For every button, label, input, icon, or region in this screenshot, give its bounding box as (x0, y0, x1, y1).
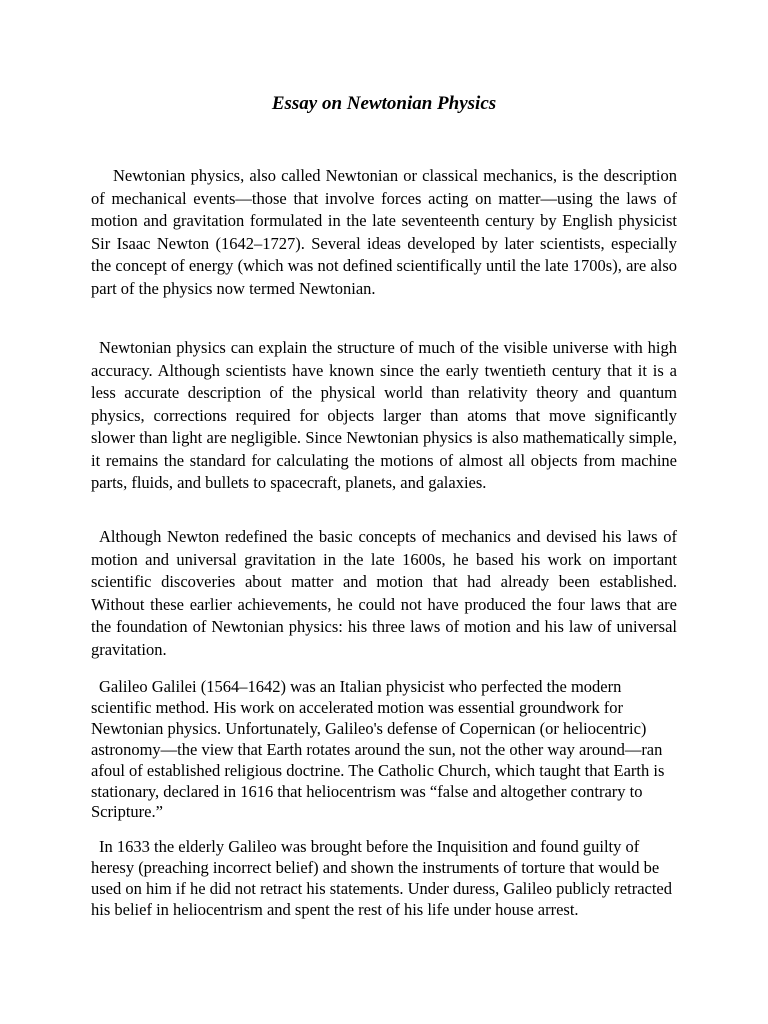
essay-title: Essay on Newtonian Physics (271, 93, 497, 114)
paragraph-explanatory-power: Newtonian physics can explain the structure of much of the visible universe with high accuracy. Although scientists have known since the early twentieth century that it is a less accurate description of the physical world than relativity theory and quantum physics, corrections required for objects larger than atoms that move significantly slower than light are negligible. Since Newtonian physics is also mathematically simple, it remains the standard for calculating the motions of almost all objects from machine parts, fluids, and bullets to spacecraft, planets, and galaxies. (91, 338, 677, 492)
paragraph-newtonian-definition: Newtonian physics, also called Newtonian or classical mechanics, is the description of mechanical events—those that involve forces acting on matter—using the laws of motion and gravitation formulated in the late seventeenth century by English physicist Sir Isaac Newton (1642–1727). Several ideas developed by later scientists, especially the concept of energy (which was not defined scientifically until the late 1700s), are also part of the physics now termed Newtonian. (91, 166, 677, 298)
paragraph-galileo: Galileo Galilei (1564–1642) was an Italian physicist who perfected the modern scientific method. His work on accelerated motion was essential groundwork for Newtonian physics. Unfortunately, Galileo's defense of Copernican (or heliocentric) astronomy—the view that Earth rotates around the sun, not the other way around—ran afoul of established religious doctrine. The Catholic Church, which taught that Earth is stationary, declared in 1616 that heliocentrism was “false and altogether contrary to Scripture.” (91, 677, 665, 822)
paragraph-earlier-discoveries: Although Newton redefined the basic concepts of mechanics and devised his laws of motion and universal gravitation in the late 1600s, he based his work on important scientific discoveries about matter and motion that had already been established. Without these earlier achievements, he could not have produced the four laws that are the foundation of Newtonian physics: his three laws of motion and his law of universal gravitation. (91, 527, 677, 659)
paragraph-inquisition: In 1633 the elderly Galileo was brought before the Inquisition and found guilty of heresy (preaching incorrect belief) and shown the instruments of torture that would be used on him if he did not retract his statements. Under duress, Galileo publicly retracted his belief in heliocentrism and spent the rest of his life under house arrest. (91, 837, 673, 919)
